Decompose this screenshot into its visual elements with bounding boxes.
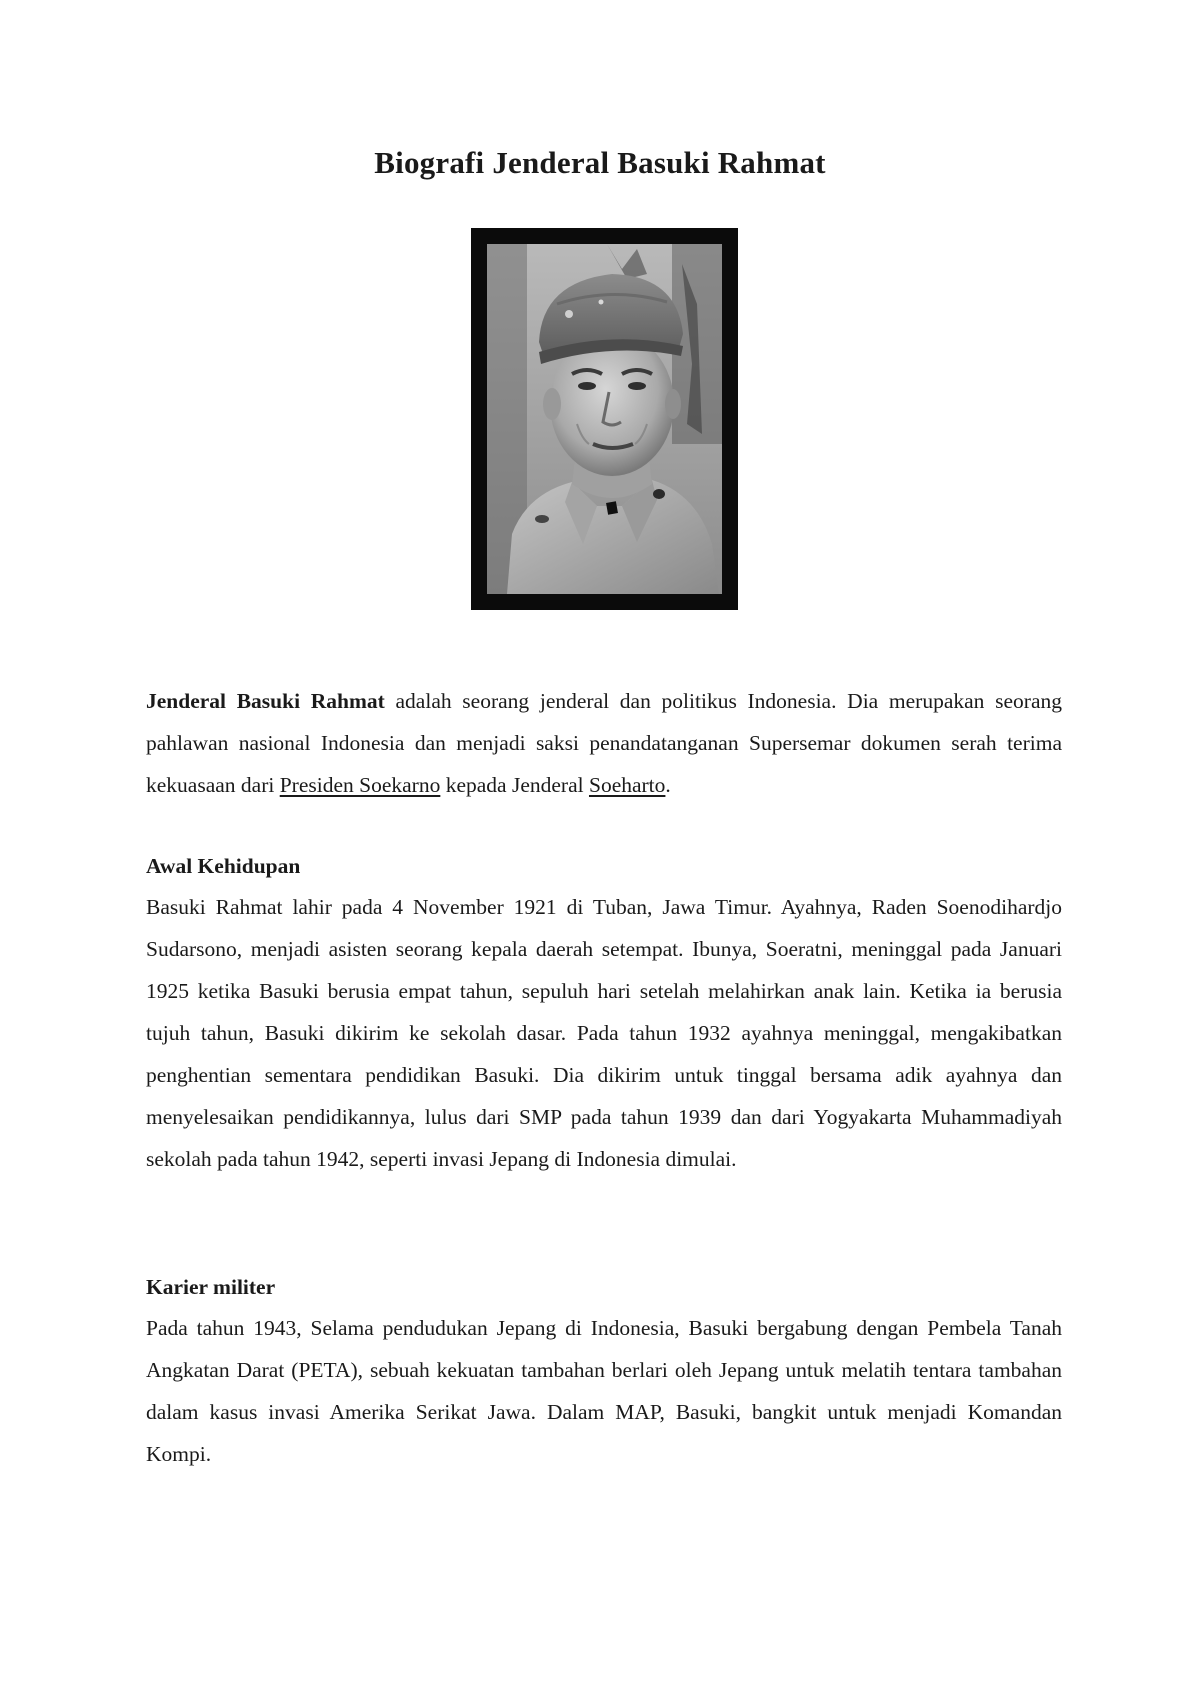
- section-body-karier-militer: Pada tahun 1943, Selama pendudukan Jepang di Indonesia, Basuki bergabung dengan Pembela Tanah Angkatan Darat (PETA), sebuah kekuatan tambahan berlari oleh Jepang untuk melatih tentara tambahan dalam kasus invasi Amerika Serikat Jawa. Dalam MAP, Basuki, bangkit untuk menjadi Komandan Kompi.: [146, 1316, 1062, 1466]
- section-body-awal-kehidupan: Basuki Rahmat lahir pada 4 November 1921 di Tuban, Jawa Timur. Ayahnya, Raden Soenodihardjo Sudarsono, menjadi asisten seorang kepala daerah setempat. Ibunya, Soeratni, meninggal pada Januari 1925 ketika Basuki berusia empat tahun, sepuluh hari setelah melahirkan anak lain. Ketika ia berusia tujuh tahun, Basuki dikirim ke sekolah dasar. Pada tahun 1932 ayahnya meninggal, mengakibatkan penghentian sementara pendidikan Basuki. Dia dikirim untuk tinggal bersama adik ayahnya dan menyelesaikan pendidikannya, lulus dari SMP pada tahun 1939 dan dari Yogyakarta Muhammadiyah sekolah pada tahun 1942, seperti invasi Jepang di Indonesia dimulai.: [146, 895, 1062, 1171]
- intro-lead: Jenderal Basuki Rahmat: [146, 689, 385, 713]
- document-title: Biografi Jenderal Basuki Rahmat: [374, 145, 826, 180]
- portrait-image: [487, 244, 722, 594]
- intro-text-2: kepada Jenderal: [440, 773, 589, 797]
- link-soeharto[interactable]: Soeharto: [588, 773, 666, 797]
- section-heading-karier-militer: Karier militer: [146, 1275, 276, 1299]
- section-heading-awal-kehidupan: Awal Kehidupan: [146, 854, 301, 878]
- intro-text-3: .: [665, 773, 671, 797]
- intro-paragraph: [146, 680, 1062, 806]
- link-presiden-soekarno[interactable]: Presiden Soekarno: [279, 773, 441, 797]
- intro-text-1: adalah seorang jenderal dan politikus Indonesia. Dia merupakan seorang pahlawan nasional Indonesia dan menjadi saksi penandatanganan Supersemar dokumen serah terima kekuasaan dari: [146, 689, 1062, 797]
- portrait-photo: [471, 228, 738, 610]
